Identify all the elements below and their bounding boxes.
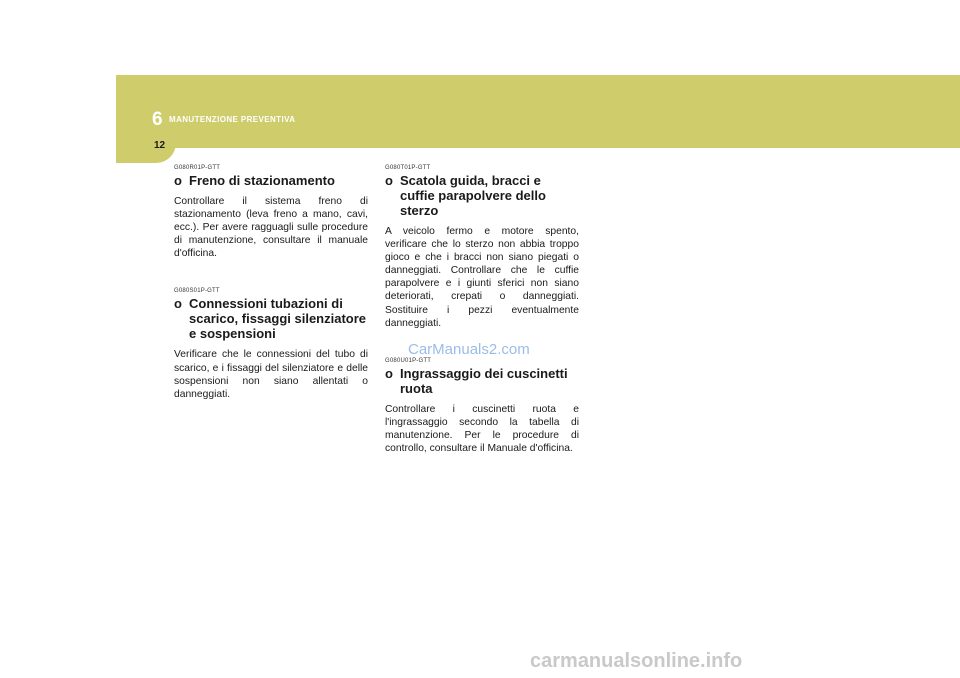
section-code: G080U01P-GTT — [385, 357, 432, 364]
section-title: Ingrassaggio dei cuscinetti ruota — [400, 365, 568, 396]
page-number-tab — [116, 135, 176, 163]
section-body: A veicolo fermo e motore spento, verificare che lo sterzo non abbia troppo gioco e che i bracci non siano piegati o danneggiati. Controllare che le cuffie parapolvere e i giunti sferici non siano deteriorati, crepati o danneggiati. Sostituire i pezzi eventualmente danneggiati. — [385, 226, 579, 329]
section-wheel-bearings — [385, 358, 579, 455]
section-heading — [385, 366, 579, 396]
section-heading — [174, 173, 368, 188]
footer-watermark: carmanualsonline.info — [530, 650, 743, 672]
section-title: Freno di stazionamento — [189, 173, 335, 188]
bullet-marker: o — [385, 365, 393, 381]
section-code: G080S01P-GTT — [174, 288, 220, 295]
section-code: G080R01P-GTT — [174, 165, 221, 171]
section-heading — [174, 296, 368, 341]
section-parking-brake — [174, 165, 368, 260]
section-steering-box — [385, 165, 579, 330]
chapter-header-band — [116, 75, 960, 148]
right-column — [385, 165, 579, 483]
section-heading — [385, 173, 579, 218]
bullet-marker: o — [385, 173, 393, 188]
chapter-title: MANUTENZIONE PREVENTIVA — [169, 115, 296, 124]
bullet-marker: o — [174, 296, 182, 312]
page-number: 12 — [154, 140, 166, 151]
section-body: Controllare il sistema freno di stazionamento (leva freno a mano, cavi, ecc.). Per avere ragguagli sulle procedure di manutenzione, consultare il manuale d'officina. — [174, 196, 368, 260]
section-code: G080T01P-GTT — [385, 165, 431, 171]
section-exhaust-connections — [174, 288, 368, 400]
section-title: Connessioni tubazioni di scarico, fissaggi silenziatore e sospensioni — [189, 296, 367, 342]
site-watermark: CarManuals2.com — [408, 341, 530, 358]
section-body: Verificare che le connessioni del tubo di scarico, e i fissaggi del silenziatore e delle sospensioni non siano allentati o danneggiati. — [174, 349, 368, 400]
bullet-marker: o — [174, 173, 182, 188]
left-column — [174, 165, 368, 429]
section-body: Controllare i cuscinetti ruota e l'ingrassaggio secondo la tabella di manutenzione. Per le procedure di controllo, consultare il Manuale d'officina. — [385, 403, 579, 455]
chapter-number: 6 — [152, 109, 163, 130]
section-title: Scatola guida, bracci e cuffie parapolvere dello sterzo — [400, 173, 546, 218]
